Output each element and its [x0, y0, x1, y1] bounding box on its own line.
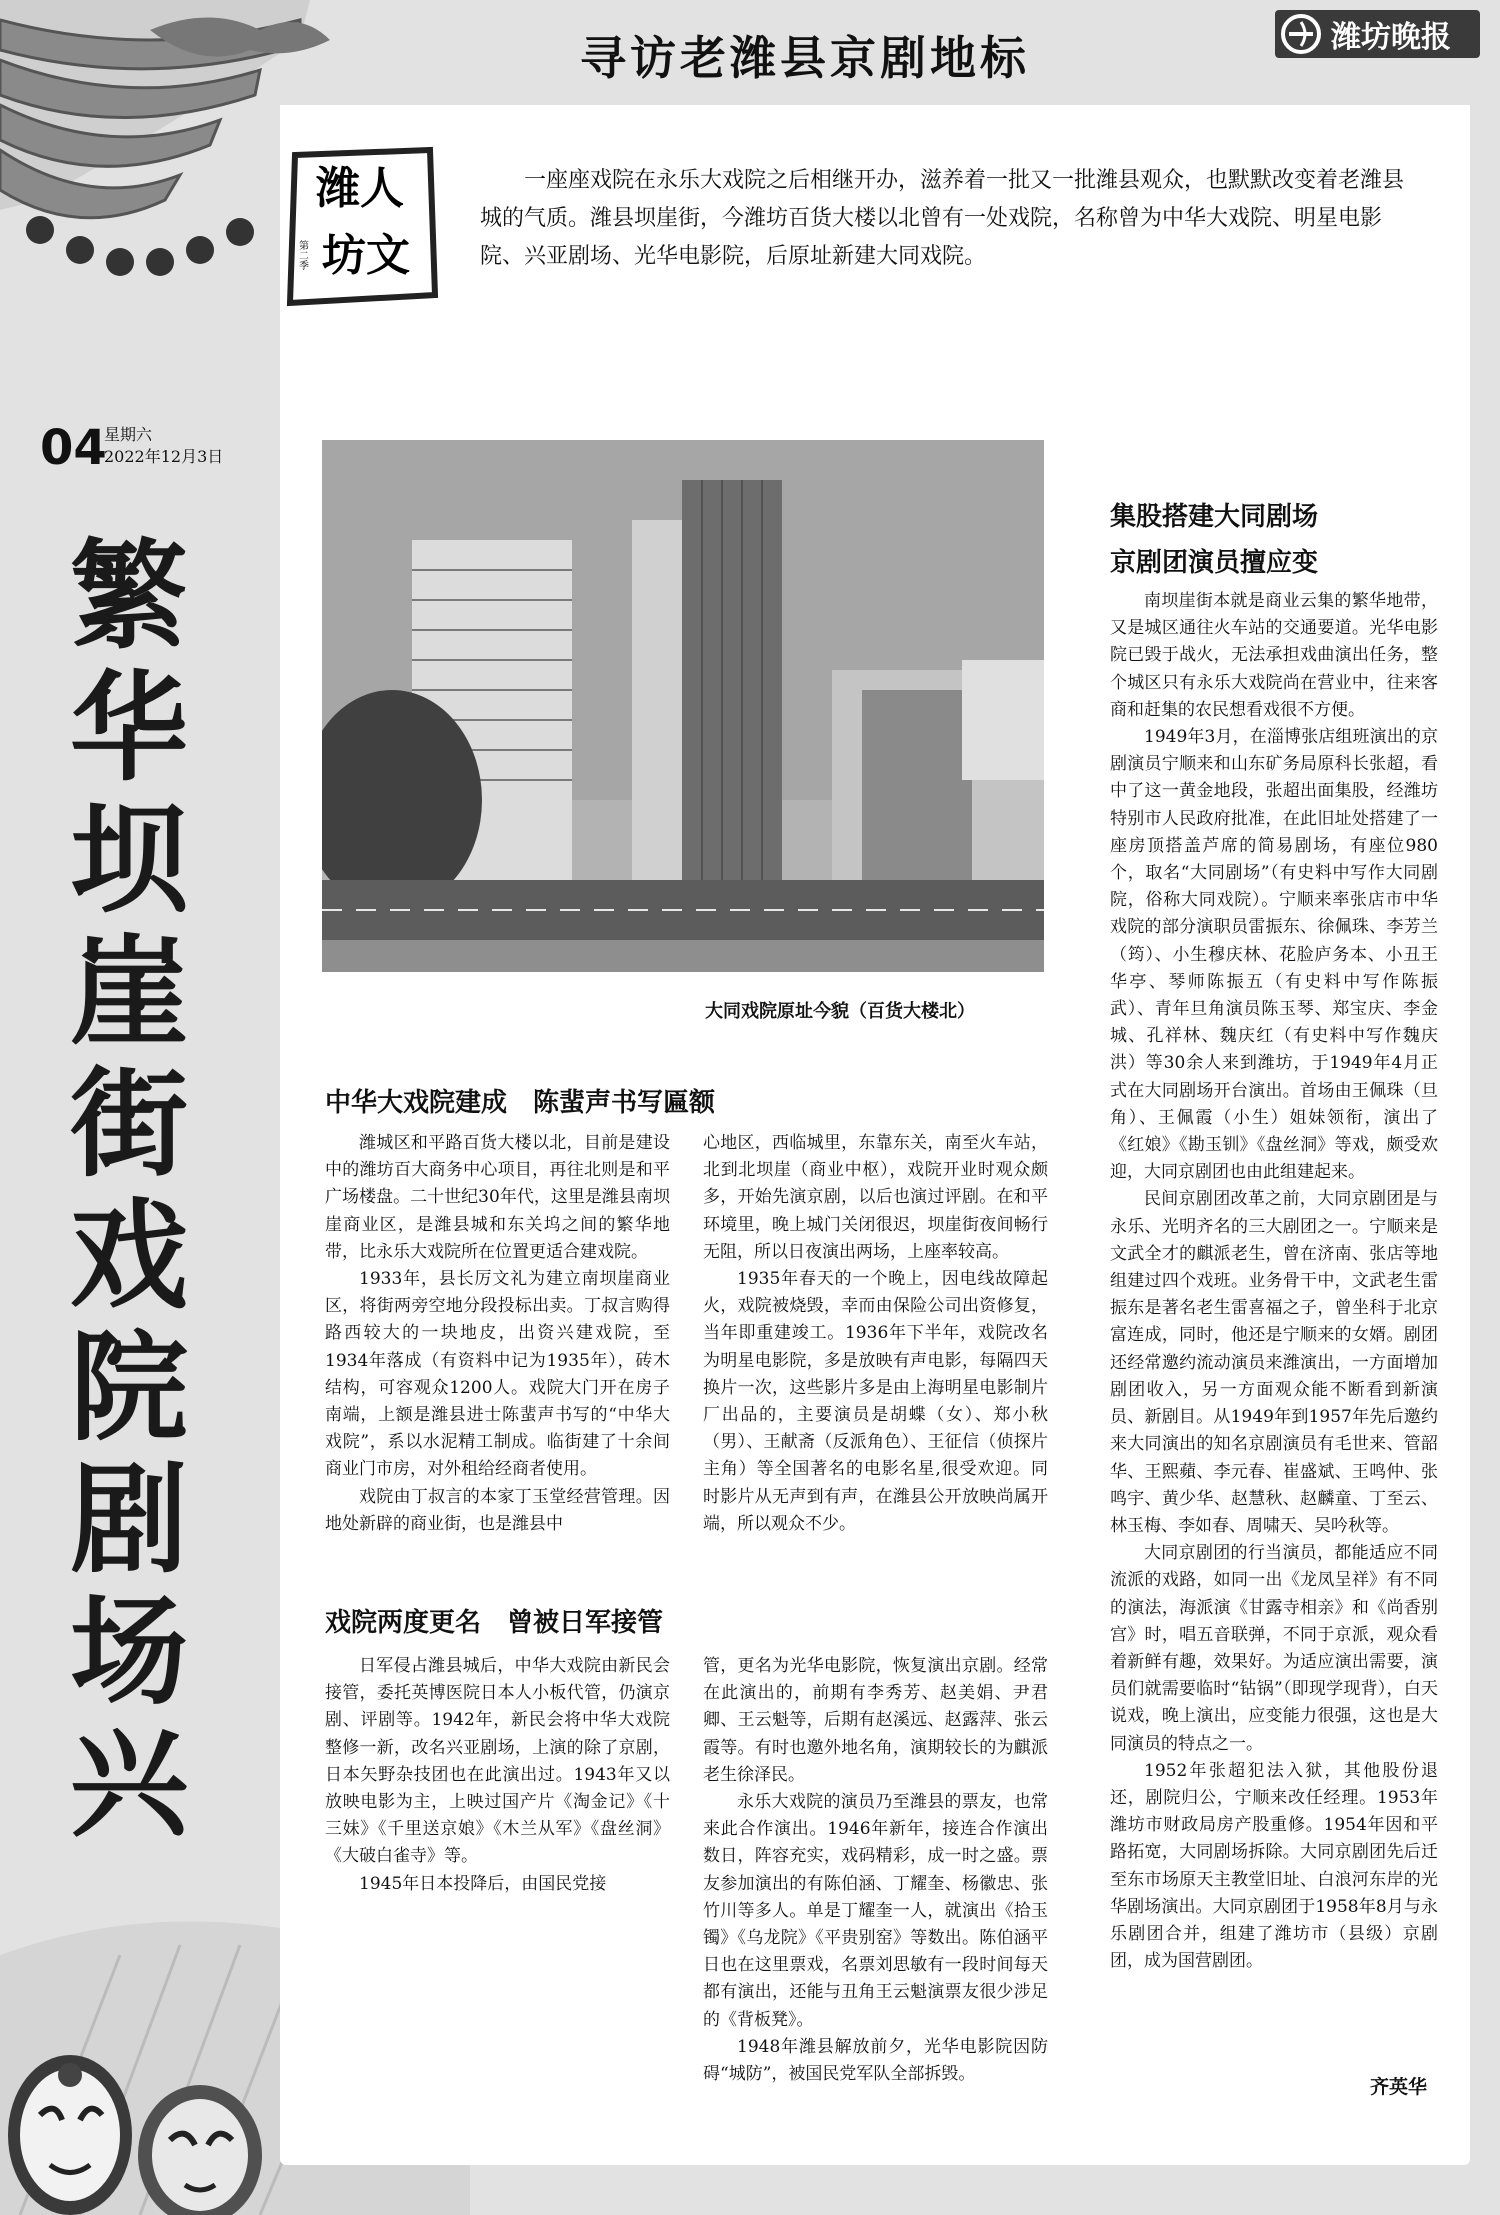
paragraph: 1949年3月，在淄博张店组班演出的京剧演员宁顺来和山东矿务局原科长张超，看中了这一黄金地段，张超出面集股，经潍坊特别市人民政府批准，在此旧址处搭建了一座房顶搭盖芦席的简易剧场，有座位980个，取名“大同剧场”（有史料中写作大同剧院，俗称大同戏院）。宁顺来率张店市中华戏院的部分演职员雷振东、徐佩珠、李芳兰（筠）、小生穆庆林、花脸庐务本、小丑王华亭、琴师陈振五（有史料中写作陈振武）、青年旦角演员陈玉琴、郑宝庆、李金城、孔祥林、魏庆红（有史料中写作魏庆洪）等30余人来到潍坊，于1949年4月正式在大同剧场开台演出。首场由王佩珠（旦角）、王佩霞（小生）姐妹领衔，演出了《红娘》《勘玉钏》《盘丝洞》等戏，颇受欢迎，大同京剧团也由此组建起来。	[1110, 727, 1438, 1183]
author-byline: 齐英华	[1370, 2076, 1428, 2098]
paragraph: 南坝崖街本就是商业云集的繁华地带，又是城区通往火车站的交通要道。光华电影院已毁于战火，无法承担戏曲演出任务，整个城区只有永乐大戏院尚在营业中，往来客商和赶集的农民想看戏很不方便。	[1110, 591, 1438, 720]
section2-heading: 戏院两度更名 曾被日军接管	[325, 1608, 664, 1638]
paragraph: 1945年日本投降后，由国民党接	[359, 1873, 607, 1894]
paragraph: 民间京剧团改革之前，大同京剧团是与永乐、光明齐名的三大剧团之一。宁顺来是文武全才的麒派老生，曾在济南、张店等地组建过四个戏班。业务骨干中，文武老生雷振东是著名老生雷喜福之子，曾坐科于北京富连成，同时，他还是宁顺来的女婿。剧团还经常邀约流动演员来潍演出，一方面增加剧团收入，另一方面观众能不断看到新演员、新剧目。从1949年到1957年先后邀约来大同演出的知名京剧演员有毛世来、管韶华、王熙蘋、李元春、崔盛斌、王鸣仲、张鸣宇、黄少华、赵慧秋、赵麟童、丁至云、林玉梅、李如春、周啸天、吴吟秋等。	[1110, 1189, 1438, 1536]
section2-column-1	[325, 1653, 670, 1898]
paragraph: 戏院由丁叔言的本家丁玉堂经营管理。因地处新辟的商业街，也是潍县中	[325, 1486, 670, 1534]
column-badge-row2: 坊文	[322, 230, 410, 281]
section3-heading-1: 集股搭建大同剧场	[1110, 502, 1319, 532]
column-badge	[280, 145, 445, 310]
issue-date: 2022年12月3日	[104, 447, 224, 466]
intro-paragraph: 一座座戏院在永乐大戏院之后相继开办，滋养着一批又一批潍县观众，也默默改变着老潍县城的气质。潍县坝崖街，今潍坊百货大楼以北曾有一处戏院，名称曾为中华大戏院、明星电影院、兴亚剧场、光华电影院，后原址新建大同戏院。	[480, 168, 1405, 269]
paragraph: 1948年潍县解放前夕，光华电影院因防碍“城防”，被国民党军队全部拆毁。	[703, 2036, 1048, 2085]
paragraph: 潍城区和平路百货大楼以北，目前是建设中的潍坊百大商务中心项目，再往北则是和平广场楼盘。二十世纪30年代，这里是潍县南坝崖商业区，是潍县城和东关坞之间的繁华地带，比永乐大戏院所在位置更适合建戏院。	[325, 1133, 670, 1262]
brand-name: 潍坊晚报	[1331, 20, 1451, 55]
page-topic-title: 寻访老潍县京剧地标	[580, 31, 1030, 85]
section2-column-2	[703, 1653, 1048, 2088]
paragraph: 1933年，县长厉文礼为建立南坝崖商业区，将街两旁空地分段投标出卖。丁叔言购得路西较大的一块地皮，出资兴建戏院，至1934年落成（有资料中记为1935年），砖木结构，可容观众1200人。戏院大门开在房子南端，上额是潍县进士陈蜚声书写的“中华大戏院”，系以水泥精工制成。临街建了十余间商业门市房，对外租给经商者使用。	[325, 1269, 670, 1480]
paragraph: 大同京剧团的行当演员，都能适应不同流派的戏路，如同一出《龙凤呈祥》有不同的演法，海派演《甘露寺相亲》和《尚香别宫》时，唱五音联弹，不同于京派，观众看着新鲜有趣，效果好。为适应演出需要，演员们就需要临时“钻锅”（即现学现背），白天说戏，晚上演出，应变能力很强，这也是大同演员的特点之一。	[1110, 1543, 1438, 1754]
section3-heading-2: 京剧团演员擅应变	[1110, 548, 1319, 578]
paragraph: 永乐大戏院的演员乃至潍县的票友，也常来此合作演出。1946年新年，接连合作演出数日，阵容充实，戏码精彩，成一时之盛。票友参加演出的有陈伯涵、丁耀奎、杨徽忠、张竹川等多人。单是丁耀奎一人，就演出《拾玉镯》《乌龙院》《平贵别窑》等数出。陈伯涵平日也在这里票戏，名票刘思敏有一段时间每天都有演出，还能与丑角王云魁演票友很少涉足的《背板凳》。	[703, 1792, 1048, 2030]
column-badge-season: 第二季	[296, 240, 308, 270]
paragraph: 1935年春天的一个晚上，因电线故障起火，戏院被烧毁，幸而由保险公司出资修复，当年即重建竣工。1936年下半年，戏院改名为明星电影院，多是放映有声电影，每隔四天换片一次，这些影片多是由上海明星电影制片厂出品的，主要演员是胡蝶（女）、郑小秋（男）、王献斋（反派角色）、王征信（侦探片主角）等全国著名的电影名星,很受欢迎。同时影片从无声到有声，在潍县公开放映尚属开端，所以观众不少。	[703, 1269, 1048, 1534]
page-header	[270, 0, 1500, 105]
left-sidebar	[0, 380, 270, 1853]
photo-caption: 大同戏院原址今貌（百货大楼北）	[705, 1001, 975, 1022]
issue-meta	[104, 424, 223, 468]
paragraph: 心地区，西临城里，东靠东关，南至火车站，北到北坝崖（商业中枢），戏院开业时观众颇多，开始先演京剧，以后也演过评剧。在和平环境里，晚上城门关闭很迟，坝崖街夜间畅行无阻，所以日夜演出两场，上座率较高。	[703, 1133, 1048, 1262]
section1-column-1	[325, 1130, 670, 1538]
brand-logo-icon	[1279, 12, 1323, 56]
main-headline: 繁华坝崖街戏院剧场兴	[70, 527, 189, 1853]
section1-column-2	[703, 1130, 1048, 1538]
page-number: 04	[40, 420, 107, 476]
paragraph: 管，更名为光华电影院，恢复演出京剧。经常在此演出的，前期有李秀芳、赵美娟、尹君卿、王云魁等，后期有赵溪远、赵露萍、张云霞等。有时也邀外地名角，演期较长的为麒派老生徐泽民。	[703, 1656, 1048, 1785]
street-photo	[322, 440, 1044, 972]
section1-heading: 中华大戏院建成 陈蜚声书写匾额	[325, 1088, 716, 1118]
paragraph: 1952年张超犯法入狱，其他股份退还，剧院归公，宁顺来改任经理。1953年潍坊市财政局房产股重修。1954年因和平路拓宽，大同剧场拆除。大同京剧团先后迁至东市场原天主教堂旧址、白浪河东岸的光华剧场演出。大同京剧团于1958年8月与永乐剧团合并，组建了潍坊市（县级）京剧团，成为国营剧团。	[1110, 1760, 1438, 1972]
newspaper-brand	[1275, 10, 1480, 58]
issue-weekday: 星期六	[104, 425, 153, 444]
column-badge-row1: 潍人	[316, 163, 404, 214]
section3-column	[1110, 588, 1438, 1975]
paragraph: 日军侵占潍县城后，中华大戏院由新民会接管，委托英博医院日本人小板代管，仍演京剧、评剧等。1942年，新民会将中华大戏院整修一新，改名兴亚剧场，上演的除了京剧，日本矢野杂技团也在此演出过。1943年又以放映电影为主，上映过国产片《淘金记》《十三妹》《千里送京娘》《木兰从军》《盘丝洞》《大破白雀寺》等。	[325, 1656, 670, 1867]
